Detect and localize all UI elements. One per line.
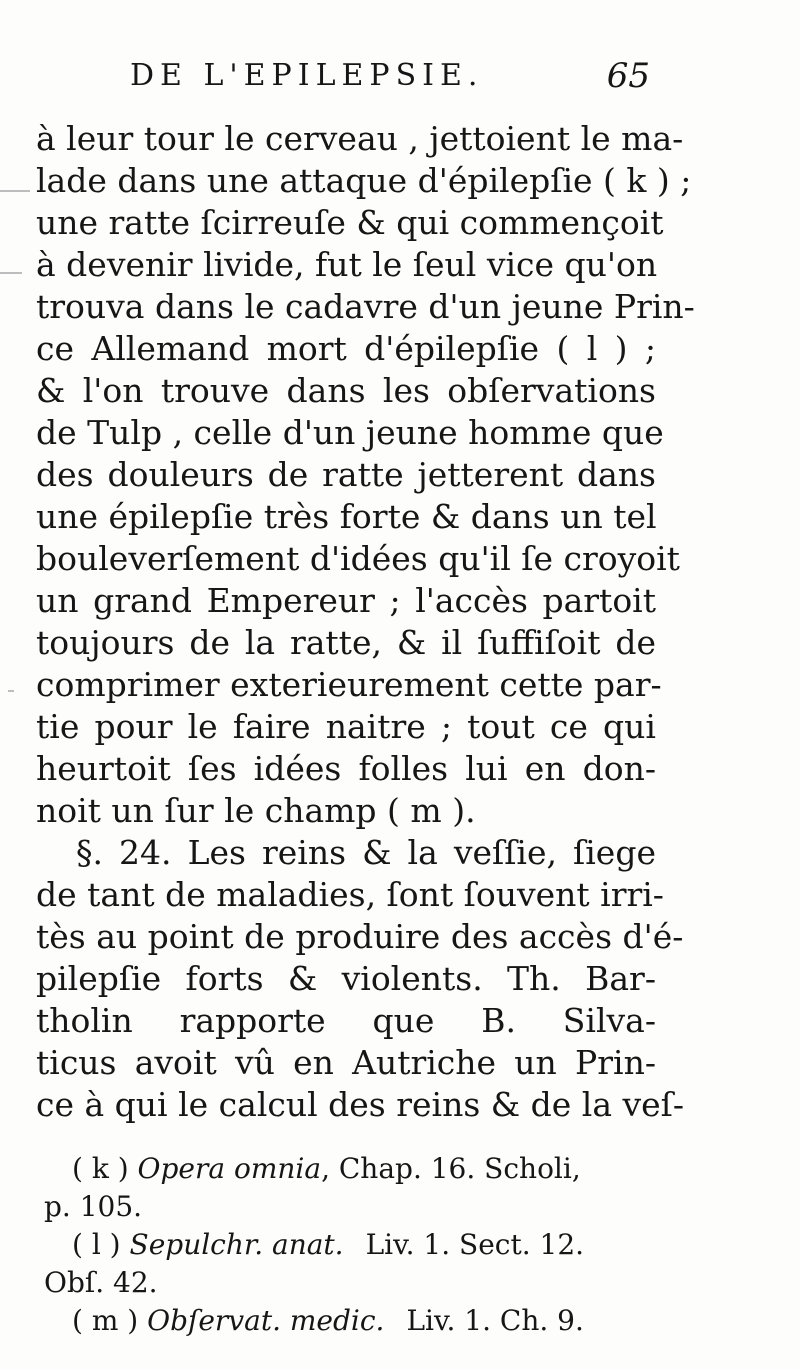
footnotes [44,1150,656,1340]
footnote-title: Obſervat. medic. [147,1304,385,1337]
running-header [130,58,660,98]
text-line: une ratte ſcirreuſe & qui commençoit [36,203,664,242]
text-line: à leur tour le cerveau , jettoient le ma- [36,119,684,158]
text-line: une épilepſie très forte & dans un tel [36,497,657,536]
text-line: des douleurs de ratte jetterent dans [36,455,656,494]
text-line: ticus avoit vû en Autriche un Prin- [36,1043,656,1082]
text-line: de tant de maladies, ſont ſouvent irri- [36,875,664,914]
text-line: noit un ſur le champ ( m ). [36,791,476,830]
footnote-title: Sepulchr. anat. [129,1228,344,1261]
footnote-mark: ( k ) [72,1152,129,1185]
footnote-title: Opera omnia [137,1152,322,1185]
text-line: de Tulp , celle d'un jeune homme que [36,413,664,452]
footnote-m [44,1302,656,1340]
text-line: à devenir livide, fut le ſeul vice qu'on [36,245,658,284]
footnote-k [44,1150,656,1188]
text-line: pilepſie forts & violents. Th. Bar- [36,959,656,998]
edge-mark [0,190,30,192]
text-line: & l'on trouve dans les obſervations [36,371,656,410]
footnote-l [44,1226,656,1264]
footnote-detail: , Chap. 16. Scholi, [321,1152,581,1185]
body-text [36,118,695,1126]
section-heading-line: §. 24. Les reins & la veſſie, ſiege [76,833,656,872]
running-head-title: DE L'EPILEPSIE. [130,58,484,93]
text-line: ce Allemand mort d'épilepſie ( l ) ; [36,329,656,368]
text-line: comprimer exterieurement cette par- [36,665,662,704]
text-line: tès au point de produire des accès d'é- [36,917,684,956]
text-line: toujours de la ratte, & il ſuffiſoit de [36,623,656,662]
text-line: ce à qui le calcul des reins & de la veſ- [36,1085,685,1124]
text-line: tie pour le faire naitre ; tout ce qui [36,707,656,746]
footnote-mark: ( m ) [72,1304,139,1337]
footnote-mark: ( l ) [72,1228,121,1261]
text-line: trouva dans le cadavre d'un jeune Prin- [36,287,695,326]
footnote-l-continuation: Obſ. 42. [44,1266,158,1299]
text-line: bouleverſement d'idées qu'il ſe croyoit [36,539,680,578]
text-line: tholin rapporte que B. Silva- [36,1001,656,1040]
text-line: lade dans une attaque d'épilepſie ( k ) ; [36,161,692,200]
footnote-k-continuation: p. 105. [44,1190,143,1223]
page-number: 65 [606,56,650,96]
text-line: heurtoit ſes idées folles lui en don- [36,749,656,788]
edge-mark [0,272,22,274]
footnote-detail: Liv. 1. Ch. 9. [406,1304,584,1337]
footnote-detail: Liv. 1. Sect. 12. [365,1228,585,1261]
edge-mark [8,690,14,692]
text-line: un grand Empereur ; l'accès partoit [36,581,656,620]
